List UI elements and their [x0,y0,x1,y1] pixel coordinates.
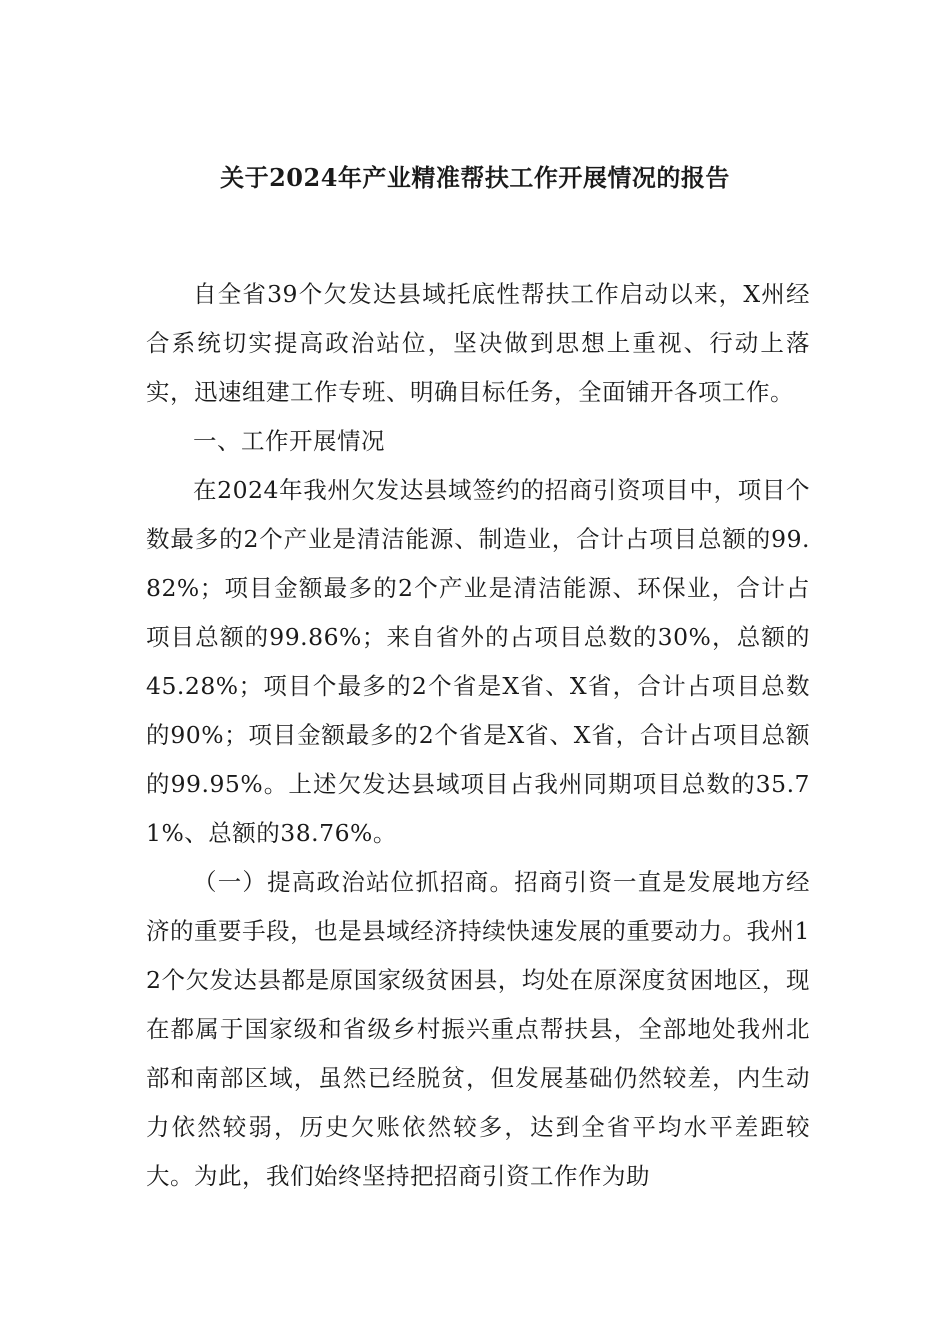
subsection-text: 招商引资一直是发展地方经济的重要手段，也是县域经济持续快速发展的重要动力。我州12个欠发达县都是原国家级贫困县，均处在原深度贫困地区，现在都属于国家级和省级乡村振兴重点帮扶县，全部地处我州北部和南部区域，虽然已经脱贫，但发展基础仍然较差，内生动力依然较弱，历史欠账依然较多，达到全省平均水平差距较大。为此，我们始终坚持把招商引资工作作为助 [146,868,811,1190]
document-body [146,270,810,1201]
intro-paragraph: 自全省39个欠发达县域托底性帮扶工作启动以来，X州经合系统切实提高政治站位，坚决做到思想上重视、行动上落实，迅速组建工作专班、明确目标任务，全面铺开各项工作。 [146,280,810,406]
section-heading: 一、工作开展情况 [193,427,385,455]
subsection-paragraph [146,858,810,1201]
document-title: 关于2024年产业精准帮扶工作开展情况的报告 [220,163,730,192]
subsection-lead: （一）提高政治站位抓招商。 [193,868,515,896]
section-paragraph: 在2024年我州欠发达县域签约的招商引资项目中，项目个数最多的2个产业是清洁能源、制造业，合计占项目总额的99.82%；项目金额最多的2个产业是清洁能源、环保业，合计占项目总额的99.86%；来自省外的占项目总数的30%，总额的45.28%；项目个最多的2个省是X省、X省，合计占项目总数的90%；项目金额最多的2个省是X省、X省，合计占项目总额的99.95%。上述欠发达县域项目占我州同期项目总数的35.71%、总额的38.76%。 [146,476,810,847]
